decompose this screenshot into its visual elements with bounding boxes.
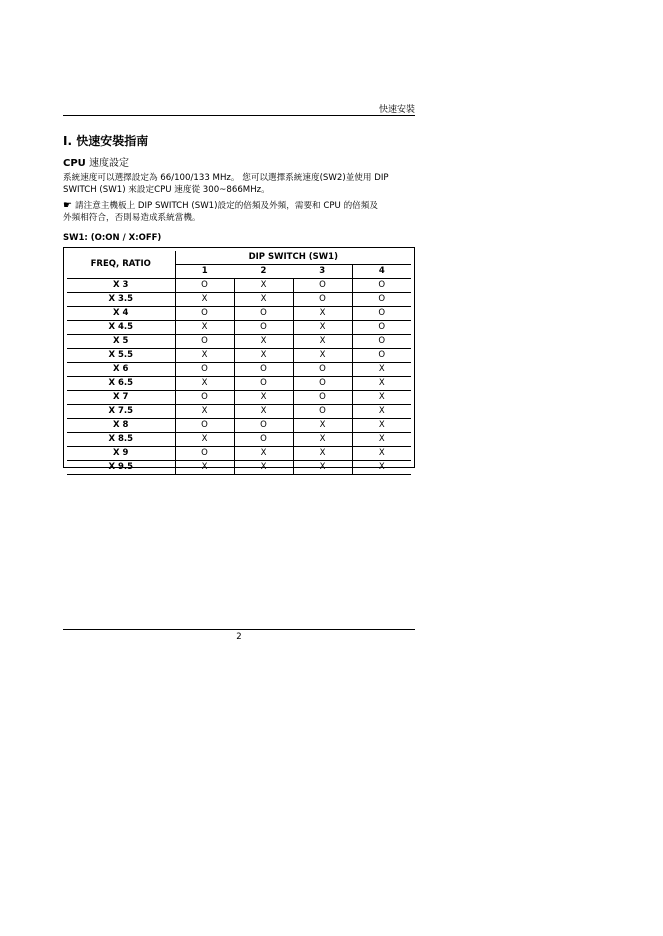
switch-4-cell: X — [352, 405, 411, 419]
switch-4-cell: X — [352, 419, 411, 433]
section-title: I. 快速安裝指南 — [63, 134, 149, 148]
switch-2-cell: X — [234, 405, 293, 419]
ratio-cell: X 7.5 — [67, 405, 175, 419]
dip-switch-table-frame — [63, 247, 415, 472]
col-header-switch-3: 3 — [293, 265, 352, 279]
switch-4-cell: X — [352, 363, 411, 377]
pointing-hand-icon: ☛ — [63, 200, 72, 211]
switch-1-cell: X — [175, 461, 234, 475]
col-header-switch-2: 2 — [234, 265, 293, 279]
switch-4-cell: O — [352, 307, 411, 321]
switch-1-cell: O — [175, 363, 234, 377]
switch-4-cell: O — [352, 293, 411, 307]
switch-3-cell: O — [293, 377, 352, 391]
table-row — [67, 391, 411, 405]
table-row — [67, 335, 411, 349]
table-row — [67, 349, 411, 363]
switch-1-cell: O — [175, 391, 234, 405]
table-body — [67, 279, 411, 475]
paragraph-intro-line-2: SWITCH (SW1) 來設定CPU 速度從 300~866MHz。 — [63, 185, 270, 195]
col-header-switch-1: 1 — [175, 265, 234, 279]
switch-2-cell: X — [234, 447, 293, 461]
subsection-title-rest: 速度設定 — [85, 158, 129, 169]
switch-4-cell: O — [352, 279, 411, 293]
switch-2-cell: X — [234, 293, 293, 307]
switch-1-cell: X — [175, 433, 234, 447]
switch-4-cell: O — [352, 335, 411, 349]
switch-3-cell: X — [293, 349, 352, 363]
subsection-title-bold: CPU — [63, 158, 86, 169]
switch-1-cell: O — [175, 279, 234, 293]
switch-4-cell: X — [352, 447, 411, 461]
switch-4-cell: O — [352, 321, 411, 335]
switch-2-cell: X — [234, 391, 293, 405]
switch-2-cell: O — [234, 307, 293, 321]
page-number: 2 — [236, 632, 242, 642]
switch-2-cell: X — [234, 279, 293, 293]
switch-3-cell: O — [293, 293, 352, 307]
switch-1-cell: X — [175, 321, 234, 335]
paragraph-note — [63, 200, 419, 224]
ratio-cell: X 7 — [67, 391, 175, 405]
table-row — [67, 447, 411, 461]
switch-1-cell: X — [175, 377, 234, 391]
col-header-dip-switch: DIP SWITCH (SW1) — [175, 251, 411, 265]
switch-2-cell: X — [234, 349, 293, 363]
switch-3-cell: X — [293, 321, 352, 335]
switch-4-cell: X — [352, 433, 411, 447]
switch-4-cell: X — [352, 461, 411, 475]
col-header-ratio: FREQ, RATIO — [67, 251, 175, 279]
ratio-cell: X 8 — [67, 419, 175, 433]
ratio-cell: X 3.5 — [67, 293, 175, 307]
ratio-cell: X 4.5 — [67, 321, 175, 335]
ratio-cell: X 9.5 — [67, 461, 175, 475]
ratio-cell: X 6 — [67, 363, 175, 377]
ratio-cell: X 6.5 — [67, 377, 175, 391]
ratio-cell: X 5 — [67, 335, 175, 349]
switch-3-cell: X — [293, 433, 352, 447]
switch-3-cell: O — [293, 363, 352, 377]
ratio-cell: X 5.5 — [67, 349, 175, 363]
ratio-cell: X 3 — [67, 279, 175, 293]
switch-1-cell: O — [175, 307, 234, 321]
ratio-cell: X 8.5 — [67, 433, 175, 447]
switch-1-cell: O — [175, 419, 234, 433]
ratio-cell: X 4 — [67, 307, 175, 321]
switch-3-cell: X — [293, 461, 352, 475]
table-row — [67, 461, 411, 475]
switch-3-cell: X — [293, 419, 352, 433]
switch-2-cell: O — [234, 363, 293, 377]
switch-3-cell: X — [293, 335, 352, 349]
switch-4-cell: X — [352, 377, 411, 391]
table-row — [67, 279, 411, 293]
switch-3-cell: X — [293, 307, 352, 321]
paragraph-intro — [63, 172, 419, 196]
paragraph-note-line-1 — [63, 200, 419, 212]
sw1-legend: SW1: (O:ON / X:OFF) — [63, 233, 162, 243]
table-row — [67, 405, 411, 419]
paragraph-note-line-1-text: 請注意主機板上 DIP SWITCH (SW1)設定的倍頻及外頻，需要和 CPU 的倍頻及 — [75, 201, 378, 211]
subsection-title — [63, 154, 129, 169]
table-row — [67, 321, 411, 335]
table-row — [67, 419, 411, 433]
switch-3-cell: O — [293, 279, 352, 293]
table-header-row-group — [67, 251, 411, 265]
switch-1-cell: X — [175, 349, 234, 363]
paragraph-note-line-2: 外頻相符合，否則易造成系統當機。 — [63, 213, 201, 223]
paragraph-intro-line-1: 系統速度可以選擇設定為 66/100/133 MHz。 您可以選擇系統速度(SW2)並使用 DIP — [63, 173, 389, 183]
table-row — [67, 307, 411, 321]
table-row — [67, 377, 411, 391]
dip-switch-table — [67, 251, 411, 475]
table-row — [67, 433, 411, 447]
switch-2-cell: O — [234, 433, 293, 447]
footer-rule — [63, 629, 415, 630]
switch-1-cell: O — [175, 335, 234, 349]
switch-3-cell: O — [293, 405, 352, 419]
switch-1-cell: X — [175, 293, 234, 307]
table-row — [67, 363, 411, 377]
switch-2-cell: O — [234, 419, 293, 433]
switch-2-cell: O — [234, 377, 293, 391]
switch-2-cell: X — [234, 335, 293, 349]
switch-1-cell: O — [175, 447, 234, 461]
running-header: 快速安裝 — [378, 105, 415, 115]
ratio-cell: X 9 — [67, 447, 175, 461]
switch-1-cell: X — [175, 405, 234, 419]
col-header-switch-4: 4 — [352, 265, 411, 279]
switch-4-cell: O — [352, 349, 411, 363]
switch-3-cell: O — [293, 391, 352, 405]
switch-3-cell: X — [293, 447, 352, 461]
switch-2-cell: O — [234, 321, 293, 335]
switch-4-cell: X — [352, 391, 411, 405]
table-row — [67, 293, 411, 307]
switch-2-cell: X — [234, 461, 293, 475]
header-rule — [63, 115, 415, 116]
